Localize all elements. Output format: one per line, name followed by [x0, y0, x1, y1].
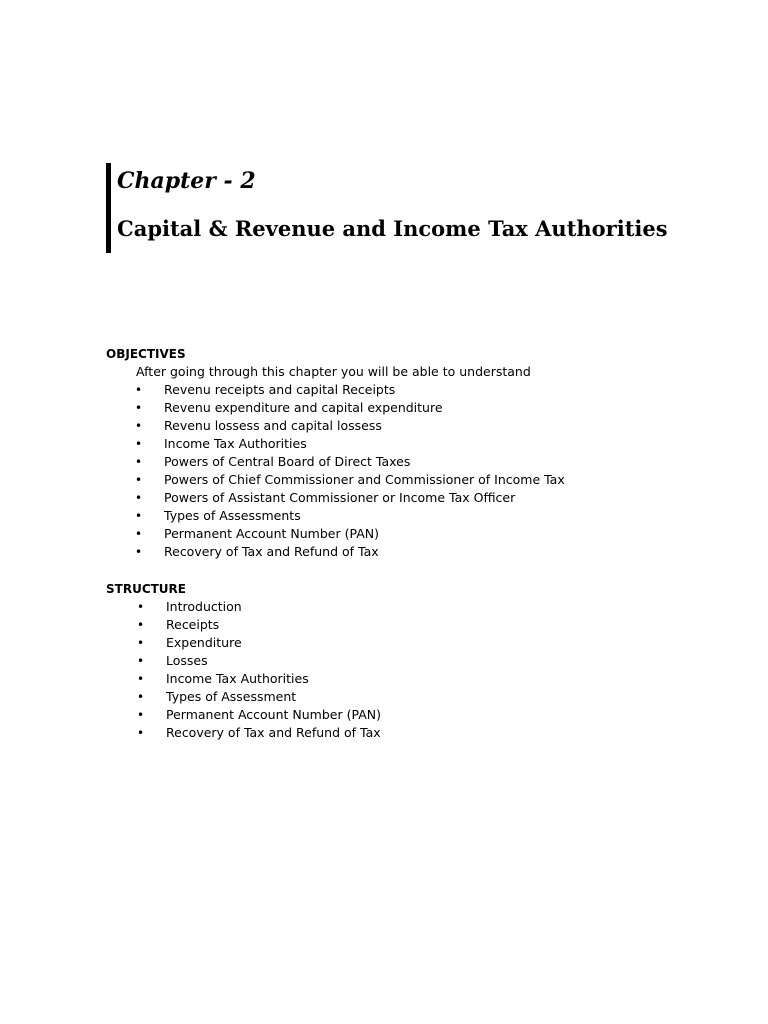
objectives-list-item: • Income Tax Authorities — [135, 436, 307, 451]
structure-list-item: • Permanent Account Number (PAN) — [137, 707, 381, 722]
bullet-icon: • — [137, 636, 145, 650]
structure-list-item: • Types of Assessment — [137, 689, 297, 704]
structure-section — [106, 580, 381, 742]
bullet-icon: • — [135, 419, 143, 433]
structure-list — [106, 598, 381, 742]
structure-list-item: • Income Tax Authorities — [137, 671, 309, 686]
bullet-icon: • — [135, 437, 143, 451]
bullet-icon: • — [137, 618, 145, 632]
objectives-list-item: • Types of Assessments — [135, 508, 301, 523]
objectives-list-item: • Revenu receipts and capital Receipts — [135, 382, 396, 397]
title-vertical-rule — [106, 163, 111, 253]
objectives-list — [106, 381, 565, 561]
chapter-label: Chapter - 2 — [117, 168, 256, 194]
objectives-list-item: • Powers of Chief Commissioner and Commissioner of Income Tax — [135, 472, 565, 487]
structure-list-item: • Recovery of Tax and Refund of Tax — [137, 725, 381, 740]
bullet-icon: • — [137, 690, 145, 704]
bullet-icon: • — [135, 401, 143, 415]
bullet-icon: • — [137, 600, 145, 614]
bullet-icon: • — [137, 672, 145, 686]
bullet-icon: • — [135, 509, 143, 523]
bullet-icon: • — [135, 527, 143, 541]
bullet-icon: • — [135, 383, 143, 397]
objectives-section — [106, 345, 565, 561]
bullet-icon: • — [137, 726, 145, 740]
structure-list-item: • Receipts — [137, 617, 220, 632]
structure-list-item: • Introduction — [137, 599, 242, 614]
objectives-list-item: • Recovery of Tax and Refund of Tax — [135, 544, 379, 559]
bullet-icon: • — [135, 473, 143, 487]
objectives-list-item: • Permanent Account Number (PAN) — [135, 526, 379, 541]
objectives-heading: OBJECTIVES — [106, 347, 186, 361]
bullet-icon: • — [135, 491, 143, 505]
structure-heading: STRUCTURE — [106, 582, 186, 596]
structure-list-item: • Losses — [137, 653, 208, 668]
objectives-intro: After going through this chapter you will be able to understand — [136, 364, 531, 379]
bullet-icon: • — [135, 545, 143, 559]
objectives-list-item: • Powers of Assistant Commissioner or Income Tax Officer — [135, 490, 516, 505]
chapter-title: Capital & Revenue and Income Tax Authorities — [117, 216, 668, 241]
bullet-icon: • — [137, 654, 145, 668]
bullet-icon: • — [135, 455, 143, 469]
objectives-list-item: • Revenu lossess and capital lossess — [135, 418, 382, 433]
chapter-title-block — [106, 163, 726, 253]
objectives-list-item: • Powers of Central Board of Direct Taxes — [135, 454, 411, 469]
objectives-list-item: • Revenu expenditure and capital expenditure — [135, 400, 443, 415]
structure-list-item: • Expenditure — [137, 635, 242, 650]
bullet-icon: • — [137, 708, 145, 722]
